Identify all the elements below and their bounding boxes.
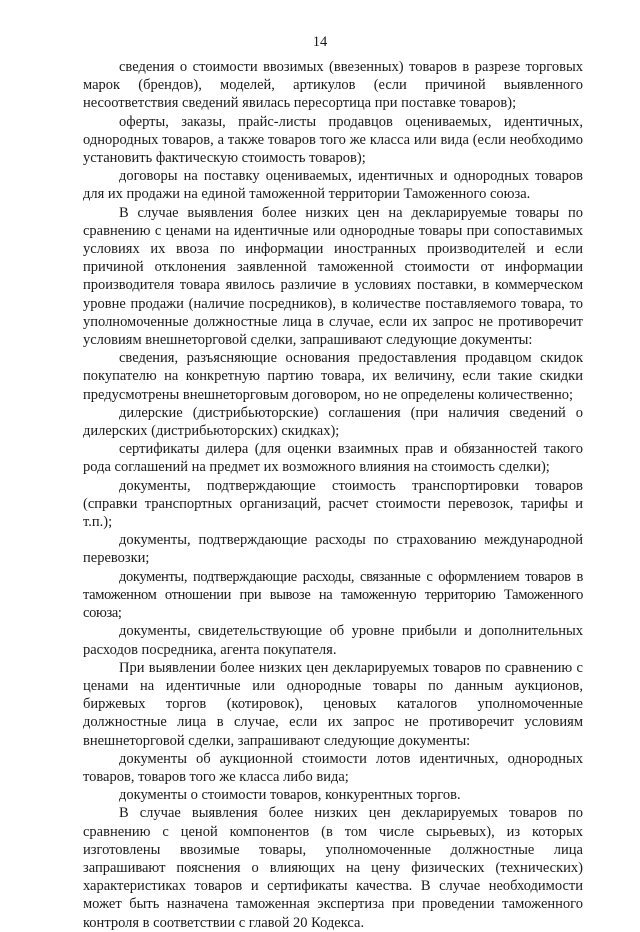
paragraph-offers: оферты, заказы, прайс-листы продавцов оцениваемых, идентичных, однородных товаров, а также товаров того же класса или вида (если необходимо установить фактическую стоимость товаров); (83, 113, 583, 167)
paragraph-customs-clearance-costs: документы, подтверждающие расходы, связанные с оформлением товаров в таможенном отношении при вывозе на таможенную территорию Таможенного союза; (83, 568, 583, 622)
paragraph-lower-prices-components: В случае выявления более низких цен декларируемых товаров по сравнению с ценой компонентов (в том числе сырьевых), из которых изготовлены ввозимые товары, уполномоченные должностные лица запрашивают пояснения о влияющих на цену физических (технических) характеристиках товаров и сертификаты качества. В случае необходимости может быть назначена таможенная экспертиза при проведении таможенного контроля в соответствии с главой 20 Кодекса. (83, 805, 583, 931)
paragraph-discount-info: сведения, разъясняющие основания предоставления продавцом скидок покупателю на конкретную партию товара, их величину, если такие скидки предусмотрены внешнеторговым договором, но не определены количественно; (83, 350, 583, 403)
paragraph-dealer-certificates: сертификаты дилера (для оценки взаимных прав и обязанностей такого рода соглашений на предмет их возможного влияния на стоимость сделки); (83, 441, 583, 476)
page-number: 14 (312, 34, 328, 50)
paragraph-lower-prices-manufacturers: В случае выявления более низких цен на декларируемые товары по сравнению с ценами на идентичные или однородные товары при сопоставимых условиях их ввоза по информации иностранных производителей и если причиной отклонения заявленной таможенной стоимости от информации производителя товара явилось различие в условиях поставки, в коммерческом уровне продажи (наличие посредников), в количестве поставляемого товара, то уполномоченные должностные лица в случае, если их запрос не противоречит условиям внешнеторговой сделки, запрашивают следующие документы: (83, 204, 583, 349)
paragraph-insurance-costs: документы, подтверждающие расходы по страхованию международной перевозки; (83, 532, 583, 567)
paragraph-auction-documents: документы об аукционной стоимости лотов идентичных, однородных товаров, товаров того же класса либо вида; (83, 750, 583, 785)
paragraph-competitive-tenders: документы о стоимости товаров, конкурентных торгов. (119, 787, 461, 804)
paragraph-supply-contracts: договоры на поставку оцениваемых, идентичных и однородных товаров для их продажи на единой таможенной территории Таможенного союза. (83, 168, 583, 203)
paragraph-brand-details: сведения о стоимости ввозимых (ввезенных) товаров в разрезе торговых марок (брендов), моделей, артикулов (если причиной выявленного несоответствия сведений явилась пересортица при поставке товаров); (83, 59, 583, 112)
document-body (83, 58, 583, 932)
paragraph-dealer-agreements: дилерские (дистрибьюторские) соглашения (при наличия сведений о дилерских (дистрибьюторских) скидках); (83, 404, 583, 440)
paragraph-intermediary-profit: документы, свидетельствующие об уровне прибыли и дополнительных расходов посредника, агента покупателя. (83, 623, 583, 658)
paragraph-lower-prices-auctions: При выявлении более низких цен декларируемых товаров по сравнению с ценами на идентичные или однородные товары по данным аукционов, биржевых торгов (котировок), ценовых каталогов уполномоченные должностные лица в случае, если их запрос не противоречит условиям внешнеторговой сделки, запрашивают следующие документы: (83, 659, 583, 749)
paragraph-transport-costs: документы, подтверждающие стоимость транспортировки товаров (справки транспортных организаций, расчет стоимости перевозок, тарифы и т.п.); (83, 477, 583, 531)
